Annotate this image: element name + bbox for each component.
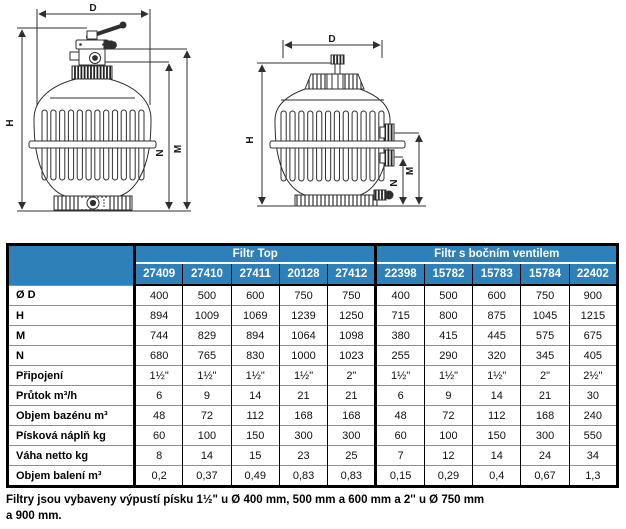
value-cell: 0,15 bbox=[376, 466, 424, 487]
value-cell: 60 bbox=[376, 426, 424, 446]
dim-label-h: H bbox=[245, 136, 256, 144]
value-cell: 765 bbox=[183, 346, 231, 366]
value-cell: 715 bbox=[376, 306, 424, 326]
value-cell: 48 bbox=[376, 406, 424, 426]
value-cell: 15 bbox=[231, 446, 279, 466]
model-header-cell: 15782 bbox=[424, 263, 472, 285]
value-cell: 7 bbox=[376, 446, 424, 466]
value-cell: 24 bbox=[521, 446, 569, 466]
value-cell: 0,2 bbox=[135, 466, 183, 487]
value-cell: 48 bbox=[135, 406, 183, 426]
value-cell: 168 bbox=[279, 406, 327, 426]
value-cell: 829 bbox=[183, 326, 231, 346]
value-cell: 415 bbox=[424, 326, 472, 346]
table-row bbox=[8, 326, 618, 346]
value-cell: 750 bbox=[279, 285, 327, 306]
value-cell: 8 bbox=[135, 446, 183, 466]
value-cell: 300 bbox=[521, 426, 569, 446]
value-cell: 1,3 bbox=[569, 466, 617, 487]
value-cell: 400 bbox=[376, 285, 424, 306]
model-header-cell: 15784 bbox=[521, 263, 569, 285]
value-cell: 1½" bbox=[376, 366, 424, 386]
value-cell: 14 bbox=[473, 386, 521, 406]
value-cell: 400 bbox=[135, 285, 183, 306]
spec-table-body bbox=[8, 285, 618, 487]
value-cell: 34 bbox=[569, 446, 617, 466]
value-cell: 0,37 bbox=[183, 466, 231, 487]
dim-label-n: N bbox=[155, 149, 166, 157]
value-cell: 150 bbox=[231, 426, 279, 446]
model-header-cell: 20128 bbox=[279, 263, 327, 285]
row-label-cell: Připojení bbox=[8, 366, 135, 386]
value-cell: 500 bbox=[424, 285, 472, 306]
table-row bbox=[8, 366, 618, 386]
value-cell: 500 bbox=[183, 285, 231, 306]
value-cell: 1009 bbox=[183, 306, 231, 326]
value-cell: 680 bbox=[135, 346, 183, 366]
value-cell: 255 bbox=[376, 346, 424, 366]
value-cell: 830 bbox=[231, 346, 279, 366]
table-row bbox=[8, 285, 618, 306]
row-label-cell: Váha netto kg bbox=[8, 446, 135, 466]
value-cell: 6 bbox=[135, 386, 183, 406]
table-row bbox=[8, 346, 618, 366]
value-cell: 1½" bbox=[473, 366, 521, 386]
table-row bbox=[8, 446, 618, 466]
value-cell: 21 bbox=[279, 386, 327, 406]
group-header-filtr-top: Filtr Top bbox=[135, 245, 376, 264]
value-cell: 744 bbox=[135, 326, 183, 346]
value-cell: 168 bbox=[328, 406, 376, 426]
value-cell: 112 bbox=[231, 406, 279, 426]
table-row bbox=[8, 466, 618, 487]
value-cell: 0,4 bbox=[473, 466, 521, 487]
value-cell: 300 bbox=[279, 426, 327, 446]
value-cell: 290 bbox=[424, 346, 472, 366]
value-cell: 1098 bbox=[328, 326, 376, 346]
model-header-cell: 22402 bbox=[569, 263, 617, 285]
model-header-cell: 22398 bbox=[376, 263, 424, 285]
value-cell: 380 bbox=[376, 326, 424, 346]
model-header-cell: 15783 bbox=[473, 263, 521, 285]
value-cell: 894 bbox=[135, 306, 183, 326]
table-row bbox=[8, 386, 618, 406]
value-cell: 72 bbox=[183, 406, 231, 426]
footnote-line-2: a 900 mm. bbox=[6, 509, 62, 522]
value-cell: 300 bbox=[328, 426, 376, 446]
value-cell: 1045 bbox=[521, 306, 569, 326]
row-label-cell: Objem balení m³ bbox=[8, 466, 135, 487]
value-cell: 800 bbox=[424, 306, 472, 326]
value-cell: 1239 bbox=[279, 306, 327, 326]
row-label-cell: M bbox=[8, 326, 135, 346]
model-header-cell: 27409 bbox=[135, 263, 183, 285]
value-cell: 21 bbox=[328, 386, 376, 406]
value-cell: 345 bbox=[521, 346, 569, 366]
dim-label-d: D bbox=[89, 3, 97, 14]
value-cell: 750 bbox=[328, 285, 376, 306]
value-cell: 894 bbox=[231, 326, 279, 346]
dim-label-m: M bbox=[173, 144, 184, 154]
value-cell: 150 bbox=[473, 426, 521, 446]
value-cell: 900 bbox=[569, 285, 617, 306]
value-cell: 0,29 bbox=[424, 466, 472, 487]
dim-label-h: H bbox=[5, 119, 16, 127]
value-cell: 1069 bbox=[231, 306, 279, 326]
value-cell: 675 bbox=[569, 326, 617, 346]
value-cell: 1250 bbox=[328, 306, 376, 326]
value-cell: 30 bbox=[569, 386, 617, 406]
corner-cell bbox=[8, 245, 135, 286]
value-cell: 2" bbox=[328, 366, 376, 386]
value-cell: 60 bbox=[135, 426, 183, 446]
group-header-side-valve: Filtr s bočním ventilem bbox=[376, 245, 618, 264]
value-cell: 1½" bbox=[231, 366, 279, 386]
value-cell: 1215 bbox=[569, 306, 617, 326]
value-cell: 600 bbox=[473, 285, 521, 306]
row-label-cell: N bbox=[8, 346, 135, 366]
value-cell: 12 bbox=[424, 446, 472, 466]
row-label-cell: Průtok m³/h bbox=[8, 386, 135, 406]
spec-table-header bbox=[8, 245, 618, 286]
table-row bbox=[8, 426, 618, 446]
value-cell: 168 bbox=[521, 406, 569, 426]
value-cell: 14 bbox=[473, 446, 521, 466]
value-cell: 23 bbox=[279, 446, 327, 466]
value-cell: 0,67 bbox=[521, 466, 569, 487]
value-cell: 112 bbox=[473, 406, 521, 426]
spec-table bbox=[6, 243, 619, 488]
row-label-cell: Objem bazénu m³ bbox=[8, 406, 135, 426]
value-cell: 1½" bbox=[135, 366, 183, 386]
value-cell: 9 bbox=[183, 386, 231, 406]
value-cell: 14 bbox=[183, 446, 231, 466]
filter-top-diagram bbox=[0, 2, 212, 226]
footnote bbox=[6, 493, 618, 524]
filter-side-valve-diagram bbox=[243, 0, 435, 224]
value-cell: 1064 bbox=[279, 326, 327, 346]
value-cell: 1½" bbox=[424, 366, 472, 386]
model-header-cell: 27410 bbox=[183, 263, 231, 285]
value-cell: 445 bbox=[473, 326, 521, 346]
value-cell: 750 bbox=[521, 285, 569, 306]
value-cell: 600 bbox=[231, 285, 279, 306]
footnote-line-1: Filtry jsou vybaveny výpustí písku 1½" u Ø 400 mm, 500 mm a 600 mm a 2'' u Ø 750 mm bbox=[6, 494, 485, 506]
value-cell: 2" bbox=[521, 366, 569, 386]
value-cell: 875 bbox=[473, 306, 521, 326]
row-label-cell: H bbox=[8, 306, 135, 326]
dim-label-d: D bbox=[328, 34, 336, 45]
value-cell: 1½" bbox=[279, 366, 327, 386]
value-cell: 320 bbox=[473, 346, 521, 366]
value-cell: 0,83 bbox=[328, 466, 376, 487]
value-cell: 100 bbox=[424, 426, 472, 446]
value-cell: 14 bbox=[231, 386, 279, 406]
model-header-cell: 27411 bbox=[231, 263, 279, 285]
value-cell: 25 bbox=[328, 446, 376, 466]
value-cell: 2½" bbox=[569, 366, 617, 386]
value-cell: 1023 bbox=[328, 346, 376, 366]
table-row bbox=[8, 406, 618, 426]
value-cell: 21 bbox=[521, 386, 569, 406]
value-cell: 240 bbox=[569, 406, 617, 426]
model-header-cell: 27412 bbox=[328, 263, 376, 285]
value-cell: 1½" bbox=[183, 366, 231, 386]
value-cell: 575 bbox=[521, 326, 569, 346]
value-cell: 0,49 bbox=[231, 466, 279, 487]
value-cell: 6 bbox=[376, 386, 424, 406]
value-cell: 1000 bbox=[279, 346, 327, 366]
value-cell: 0,83 bbox=[279, 466, 327, 487]
row-label-cell: Ø D bbox=[8, 285, 135, 306]
dim-label-m: M bbox=[405, 166, 416, 176]
value-cell: 405 bbox=[569, 346, 617, 366]
dim-label-n: N bbox=[389, 179, 400, 187]
value-cell: 550 bbox=[569, 426, 617, 446]
value-cell: 100 bbox=[183, 426, 231, 446]
row-label-cell: Písková náplň kg bbox=[8, 426, 135, 446]
value-cell: 72 bbox=[424, 406, 472, 426]
table-row bbox=[8, 306, 618, 326]
value-cell: 9 bbox=[424, 386, 472, 406]
